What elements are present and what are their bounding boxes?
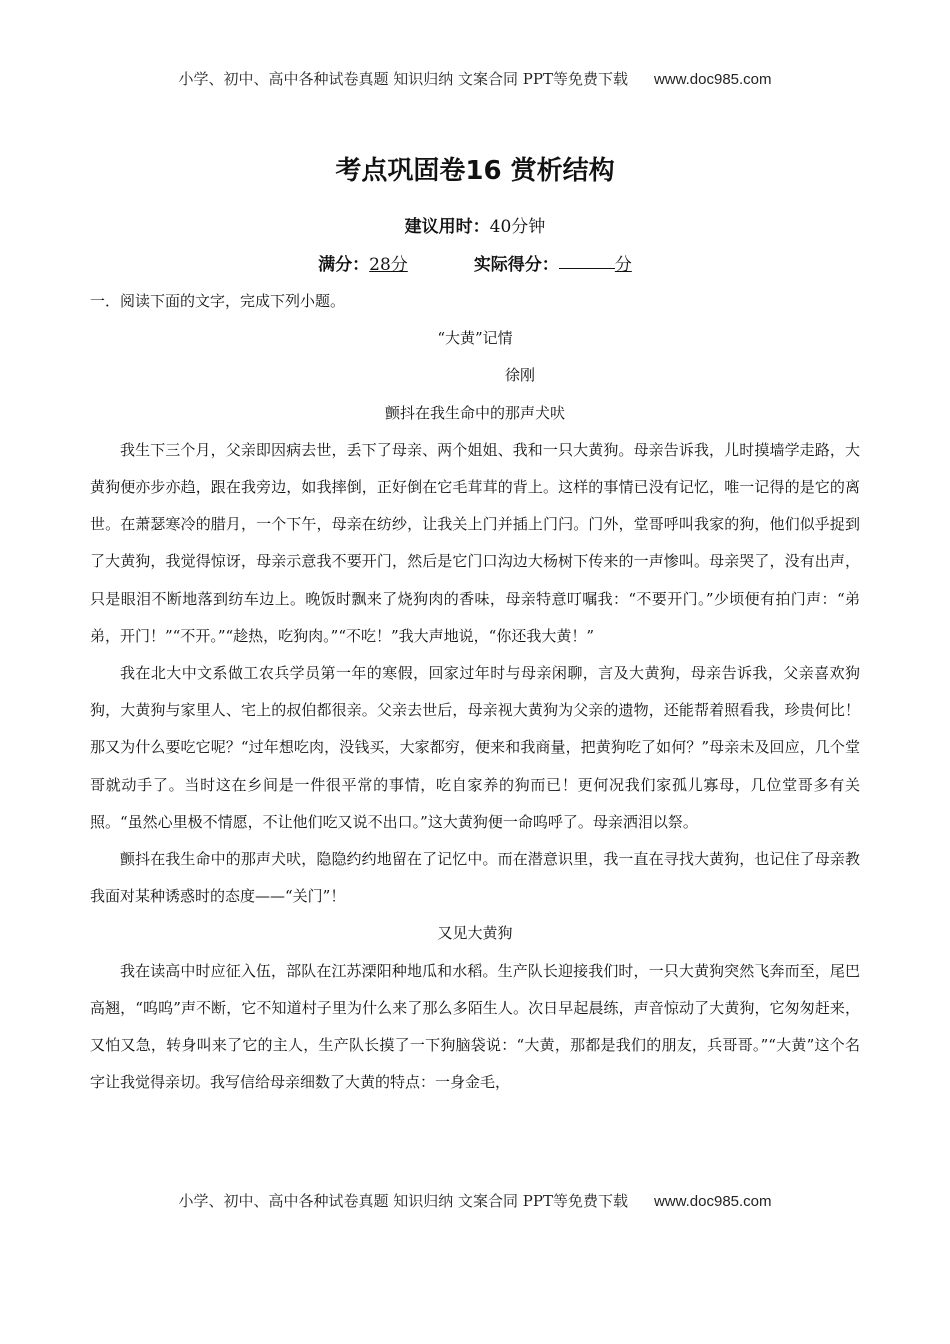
- suggested-time-label: 建议用时：: [404, 217, 490, 237]
- paragraph-4: 我在读高中时应征入伍，部队在江苏溧阳种地瓜和水稻。生产队长迎接我们时，一只大黄狗突然飞奔而至，尾巴高翘，“呜呜”声不断，它不知道村子里为什么来了那么多陌生人。次日早起晨练，声音惊动了大黄狗，它匆匆赶来，又怕又急，转身叫来了它的主人，生产队长摸了一下狗脑袋说：“大黄，那都是我们的朋友，兵哥哥。”“大黄”这个名字让我觉得亲切。我写信给母亲细数了大黄的特点：一身金毛，: [90, 961, 860, 1092]
- score-line: [0, 250, 950, 275]
- page-footer: [0, 1190, 950, 1211]
- suggested-time: [0, 212, 950, 237]
- article-author: 徐刚: [504, 366, 535, 385]
- paragraph-2: 我在北大中文系做工农兵学员第一年的寒假，回家过年时与母亲闲聊，言及大黄狗，母亲告诉我，父亲喜欢狗狗，大黄狗与家里人、宅上的叔伯都很亲。父亲去世后，母亲视大黄狗为父亲的遗物，还能帮着照看我，珍贵何比！那又为什么要吃它呢？“过年想吃肉，没钱买，大家都穷，便来和我商量，把黄狗吃了如何？”母亲未及回应，几个堂哥就动手了。当时这在乡间是一件很平常的事情，吃自家养的狗而已！更何况我们家孤儿寡母，几位堂哥多有关照。“虽然心里极不情愿，不让他们吃又说不出口。”这大黄狗便一命呜呼了。母亲洒泪以祭。: [90, 664, 860, 831]
- paragraph-1: 我生下三个月，父亲即因病去世，丢下了母亲、两个姐姐、我和一只大黄狗。母亲告诉我，儿时摸墙学走路，大黄狗便亦步亦趋，跟在我旁边，如我摔倒，正好倒在它毛茸茸的背上。这样的事情已没有记忆，唯一记得的是它的离世。在萧瑟寒冷的腊月，一个下午，母亲在纺纱，让我关上门并插上门闩。门外，堂哥呼叫我家的狗，他们似乎捉到了大黄狗，我觉得惊讶，母亲示意我不要开门，然后是它门口沟边大杨树下传来的一声惨叫。母亲哭了，没有出声，只是眼泪不断地落到纺车边上。晚饭时飘来了烧狗肉的香味，母亲特意叮嘱我：“不要开门。”少顷便有拍门声：“弟弟，开门！”“不开。”“趁热，吃狗肉。”“不吃！”我大声地说，“你还我大黄！”: [90, 440, 860, 645]
- page-header: [0, 68, 950, 89]
- document-body: [90, 283, 860, 1101]
- paragraph-3: 颤抖在我生命中的那声犬吠，隐隐约约地留在了记忆中。而在潜意识里，我一直在寻找大黄狗，也记住了母亲教我面对某种诱惑时的态度——“关门”！: [90, 850, 860, 906]
- full-score-value: 28分: [369, 255, 408, 275]
- subheading-1: 颤抖在我生命中的那声犬吠: [384, 403, 565, 422]
- section-heading: 一．阅读下面的文字，完成下列小题。: [90, 292, 346, 310]
- header-text: 小学、初中、高中各种试卷真题 知识归纳 文案合同 PPT等免费下载: [178, 70, 628, 88]
- actual-score-label: 实际得分：: [473, 255, 559, 275]
- footer-site-link[interactable]: www.doc985.com: [653, 1193, 772, 1210]
- actual-score-unit: 分: [614, 255, 632, 275]
- full-score-label: 满分：: [318, 255, 370, 275]
- suggested-time-value: 40分钟: [489, 217, 546, 237]
- article-title: “大黄”记情: [437, 329, 513, 348]
- actual-score-blank: [559, 267, 615, 269]
- footer-text: 小学、初中、高中各种试卷真题 知识归纳 文案合同 PPT等免费下载: [178, 1192, 628, 1210]
- header-site-link[interactable]: www.doc985.com: [653, 71, 772, 88]
- subheading-2: 又见大黄狗: [437, 924, 513, 943]
- page-title: 考点巩固卷16 赏析结构: [335, 156, 615, 186]
